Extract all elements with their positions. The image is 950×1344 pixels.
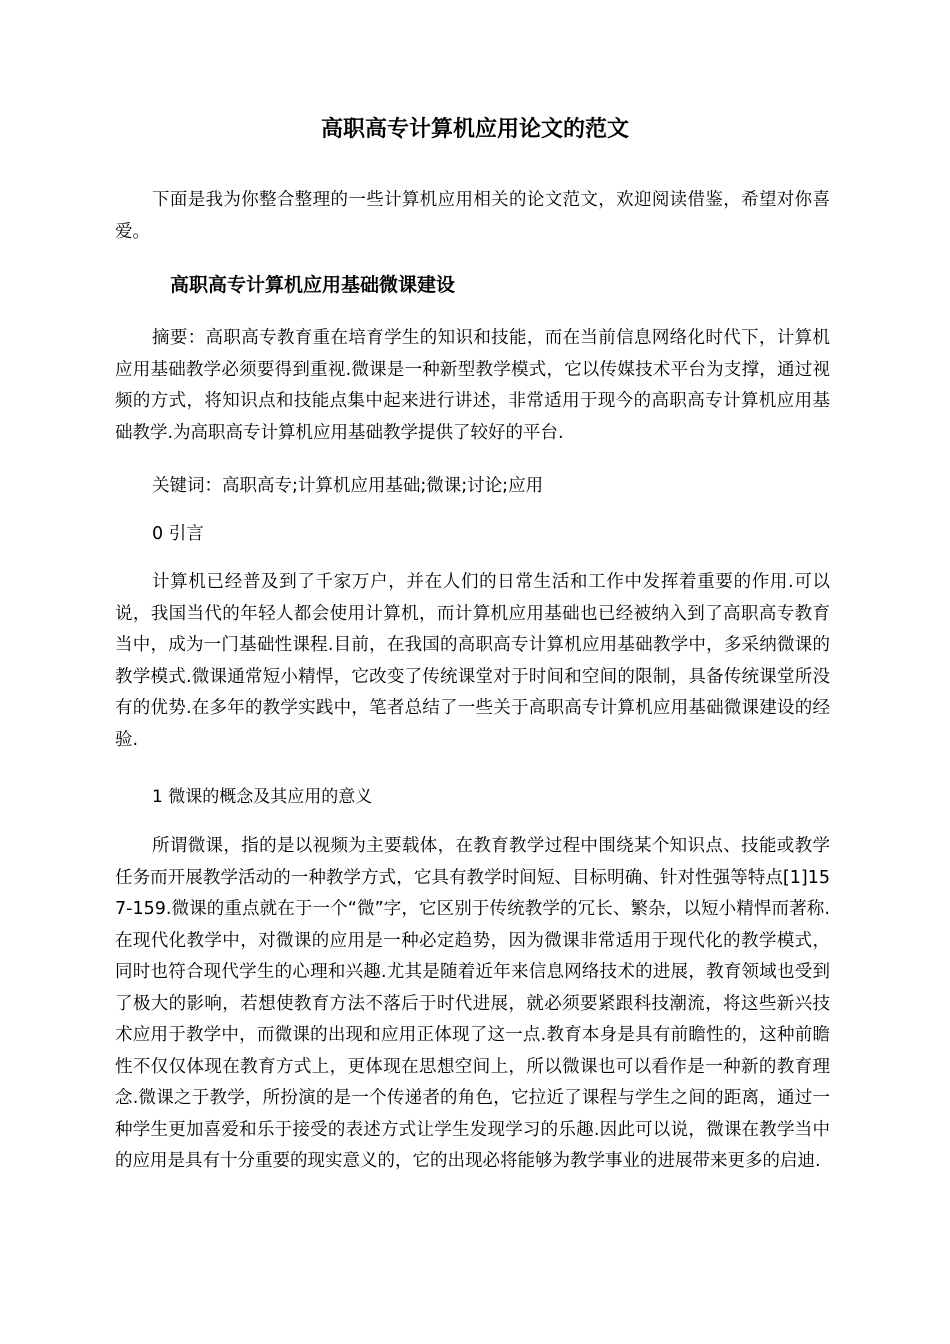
heading-microlecture-concept: 1 微课的概念及其应用的意义 bbox=[152, 787, 373, 807]
document-title: 高职高专计算机应用论文的范文 bbox=[320, 117, 629, 142]
microlecture-concept-paragraph: 所谓微课，指的是以视频为主要载体，在教育教学过程中围绕某个知识点、技能或教学任务而开展教学活动的一种教学方式，它具有教学时间短、目标明确、针对性强等特点[1]157-159.微课的重点就在于一个“微”字，它区别于传统教学的冗长、繁杂，以短小精悍而著称.在现代化教学中，对微课的应用是一种必定趋势，因为微课非常适用于现代化的教学模式，同时也符合现代学生的心理和兴趣.尤其是随着近年来信息网络技术的进展，教育领域也受到了极大的影响，若想使教育方法不落后于时代进展，就必须要紧跟科技潮流，将这些新兴技术应用于教学中，而微课的出现和应用正体现了这一点.教育本身是具有前瞻性的，这种前瞻性不仅仅体现在教育方式上，更体现在思想空间上，所以微课也可以看作是一种新的教育理念.微课之于教学，所扮演的是一个传递者的角色，它拉近了课程与学生之间的距离，通过一种学生更加喜爱和乐于接受的表述方式让学生发现学习的乐趣.因此可以说，微课在教学当中的应用是具有十分重要的现实意义的，它的出现必将能够为教学事业的进展带来更多的启迪. bbox=[115, 836, 830, 1171]
abstract-paragraph: 摘要：高职高专教育重在培育学生的知识和技能，而在当前信息网络化时代下，计算机应用基础教学必须要得到重视.微课是一种新型教学模式，它以传媒技术平台为支撑，通过视频的方式，将知识点和技能点集中起来进行讲述，非常适用于现今的高职高专计算机应用基础教学.为高职高专计算机应用基础教学提供了较好的平台. bbox=[115, 328, 830, 443]
heading-introduction: 0 引言 bbox=[152, 524, 204, 544]
introduction-paragraph: 计算机已经普及到了千家万户，并在人们的日常生活和工作中发挥着重要的作用.可以说，我国当代的年轻人都会使用计算机，而计算机应用基础也已经被纳入到了高职高专教育当中，成为一门基础性课程.目前，在我国的高职高专计算机应用基础教学中，多采纳微课的教学模式.微课通常短小精悍，它改变了传统课堂对于时间和空间的限制，具备传统课堂所没有的优势.在多年的教学实践中，笔者总结了一些关于高职高专计算机应用基础微课建设的经验. bbox=[115, 572, 830, 750]
intro-paragraph: 下面是我为你整合整理的一些计算机应用相关的论文范文，欢迎阅读借鉴，希望对你喜爱。 bbox=[115, 190, 830, 242]
section-title: 高职高专计算机应用基础微课建设 bbox=[170, 274, 456, 296]
keywords-line: 关键词：高职高专;计算机应用基础;微课;讨论;应用 bbox=[152, 476, 544, 496]
